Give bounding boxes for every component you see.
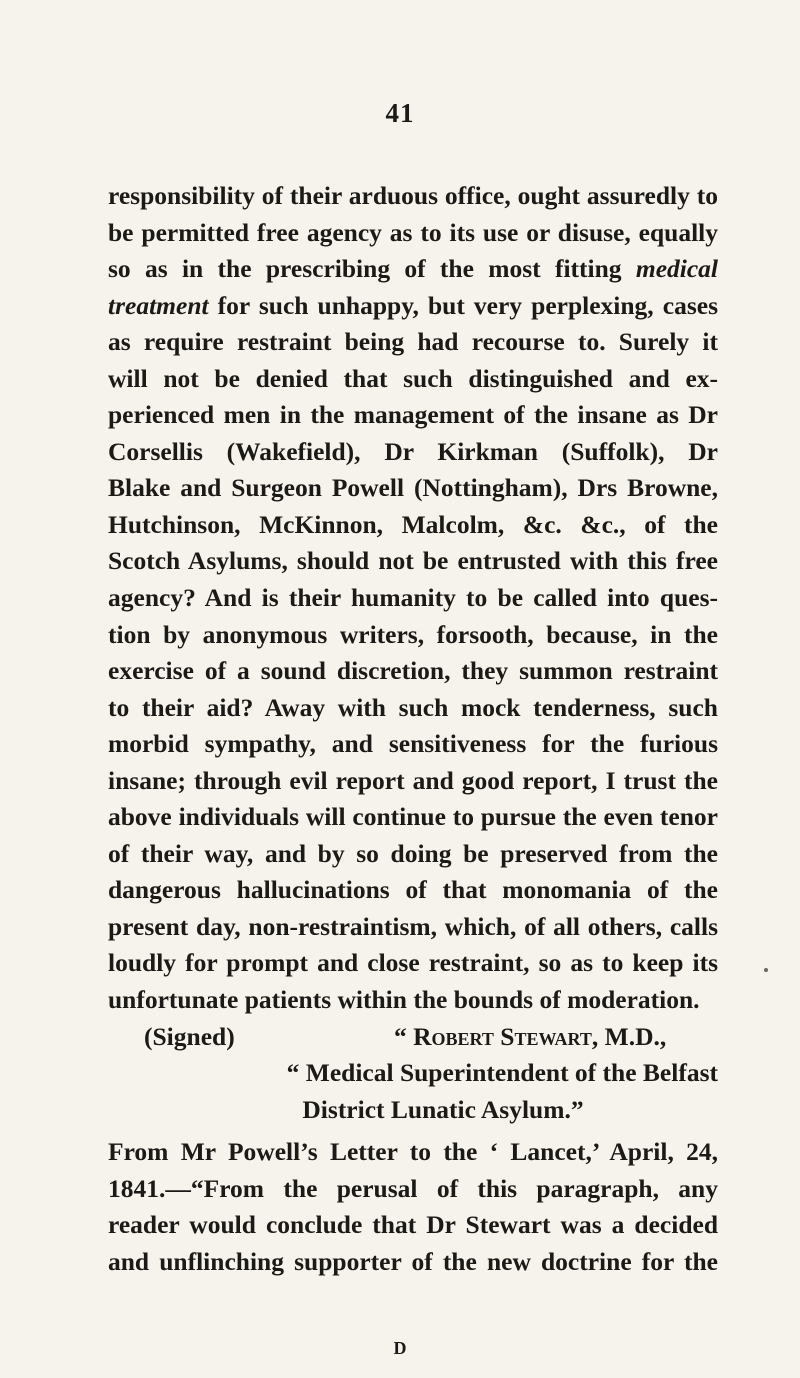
page-number: 41 [385,98,415,128]
text-line: above individuals will continue to pursue the even tenor [108,802,718,832]
text-line: Blake and Surgeon Powell (Nottingham), Drs Browne, [108,473,718,503]
text-line: Hutchinson, McKinnon, Malcolm, &c. &c., of the [108,509,718,539]
text-line: loudly for prompt and close restraint, so as to keep its [108,948,718,978]
text-line: will not be denied that such distinguished and ex- [108,363,718,393]
text-line: perienced men in the management of the insane as Dr [108,400,718,430]
text-line: unfortunate patients within the bounds of moderation. [108,985,700,1015]
main-paragraph [108,178,718,1128]
italic-word: medical [635,254,718,284]
text-line: From Mr Powell’s Letter to the ‘ Lancet,’ April, 24, [108,1137,718,1166]
text-line: dangerous hallucinations of that monomania of the [108,875,718,905]
text-line: 1841.—“From the perusal of this paragraph, any [108,1173,718,1203]
text-line: so as in the prescribing of the most fitting medical [108,254,718,284]
signatory-title-line: “ Medical Superintendent of the Belfast [286,1058,718,1088]
italic-word: treatment [108,290,209,320]
signatory-title-line: District Lunatic Asylum.” [302,1094,584,1124]
text-line: of their way, and by so doing be preserved from the [108,838,718,868]
signatory-name: “ Robert Stewart, M.D., [394,1021,667,1051]
margin-speck [764,968,768,972]
text-line: insane; through evil report and good report, I trust the [108,765,718,795]
text-line: reader would conclude that Dr Stewart was a decided [108,1210,718,1240]
text-line: morbid sympathy, and sensitiveness for the furious [108,729,718,759]
text-line: responsibility of their arduous office, ought assuredly to [108,181,718,210]
text-line: present day, non-restraintism, which, of all others, calls [108,911,718,941]
text-line: and unflinching supporter of the new doctrine for the [108,1246,718,1276]
signature-line [108,1019,718,1056]
printer-signature-mark: D [393,1338,407,1358]
text-line: Scotch Asylums, should not be entrusted with this free [108,546,718,576]
text-line: as require restraint being had recourse to. Surely it [108,327,718,357]
text-line: to their aid? Away with such mock tenderness, such [108,692,718,722]
text-line: tion by anonymous writers, forsooth, because, in the [108,619,718,649]
text-line: Corsellis (Wakefield), Dr Kirkman (Suffolk), Dr [108,436,718,466]
text-line: agency? And is their humanity to be called into ques- [108,583,718,613]
quoted-paragraph [108,1134,718,1280]
text-line: exercise of a sound discretion, they summon restraint [108,656,718,686]
signed-label: (Signed) [144,1021,235,1051]
text-line: treatment for such unhappy, but very perplexing, cases [108,290,718,320]
text-line: be permitted free agency as to its use or disuse, equally [108,217,718,247]
